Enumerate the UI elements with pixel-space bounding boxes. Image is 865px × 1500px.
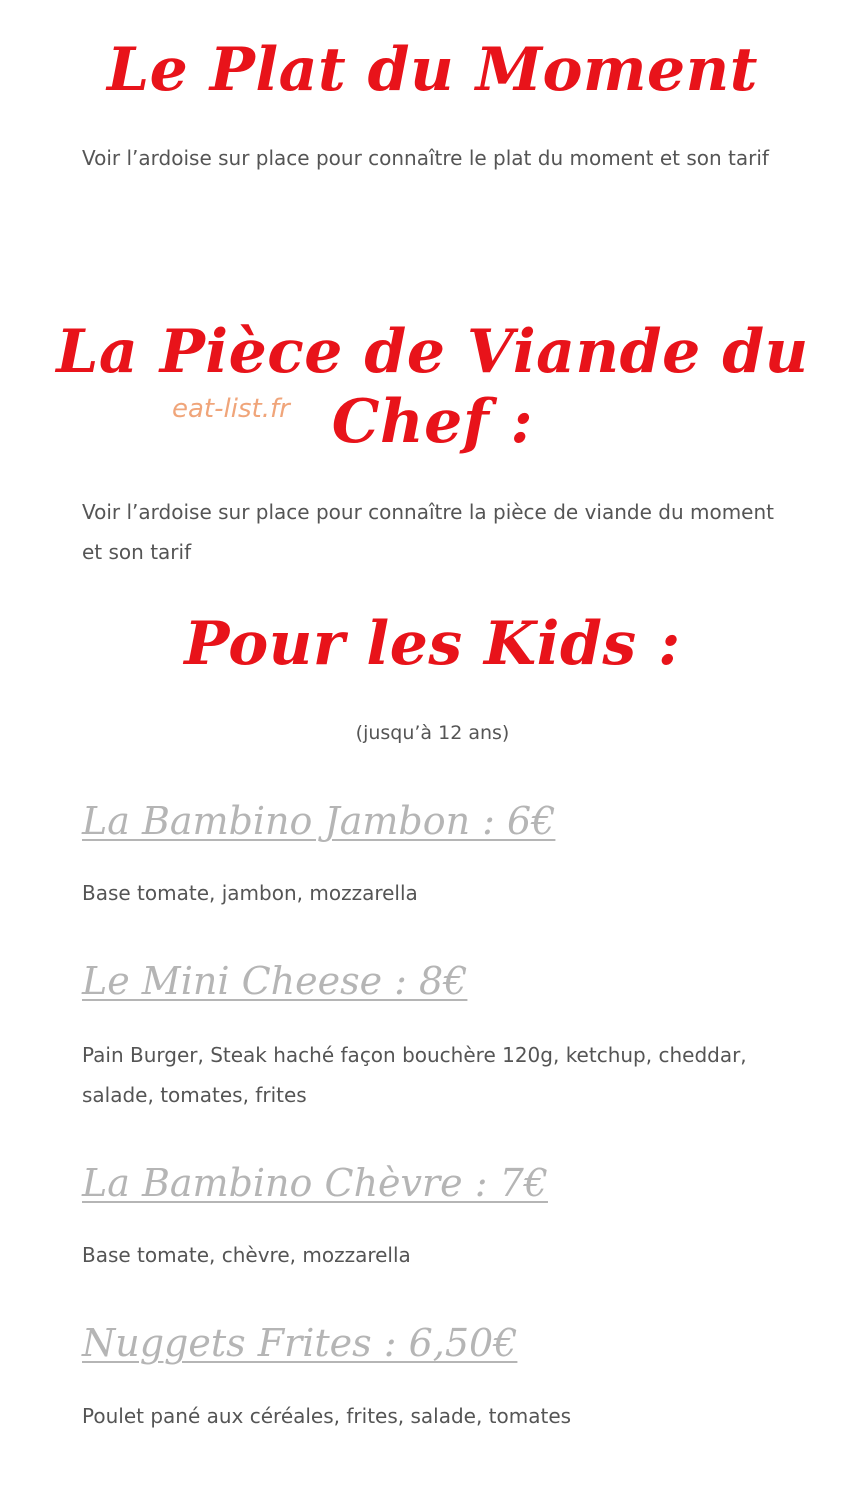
kids-item-title[interactable]: La Bambino Chèvre : 7€: [82, 1161, 548, 1205]
kids-item-title[interactable]: Le Mini Cheese : 8€: [82, 959, 468, 1003]
kids-item-desc: Pain Burger, Steak haché façon bouchère 120g, ketchup, cheddar, salade, tomates, frites: [82, 1043, 747, 1107]
piece-de-viande-title-line2: Chef :: [331, 387, 534, 457]
watermark: eat-list.fr: [172, 394, 290, 424]
plat-du-moment-text: Voir l’ardoise sur place pour connaître le plat du moment et son tarif: [82, 146, 769, 170]
kids-item-title[interactable]: Nuggets Frites : 6,50€: [82, 1321, 518, 1365]
kids-title: Pour les Kids :: [184, 609, 681, 679]
kids-age-note: (jusqu’à 12 ans): [355, 722, 510, 744]
kids-item-desc: Base tomate, jambon, mozzarella: [82, 881, 418, 905]
piece-de-viande-title-line1: La Pièce de Viande du: [56, 317, 809, 387]
plat-du-moment-title: Le Plat du Moment: [106, 35, 759, 105]
piece-de-viande-text: Voir l’ardoise sur place pour connaître la pièce de viande du moment et son tarif: [82, 500, 775, 564]
kids-item-desc: Base tomate, chèvre, mozzarella: [82, 1243, 411, 1267]
kids-item-desc: Poulet pané aux céréales, frites, salade, tomates: [82, 1404, 572, 1428]
kids-item-title[interactable]: La Bambino Jambon : 6€: [82, 799, 556, 843]
